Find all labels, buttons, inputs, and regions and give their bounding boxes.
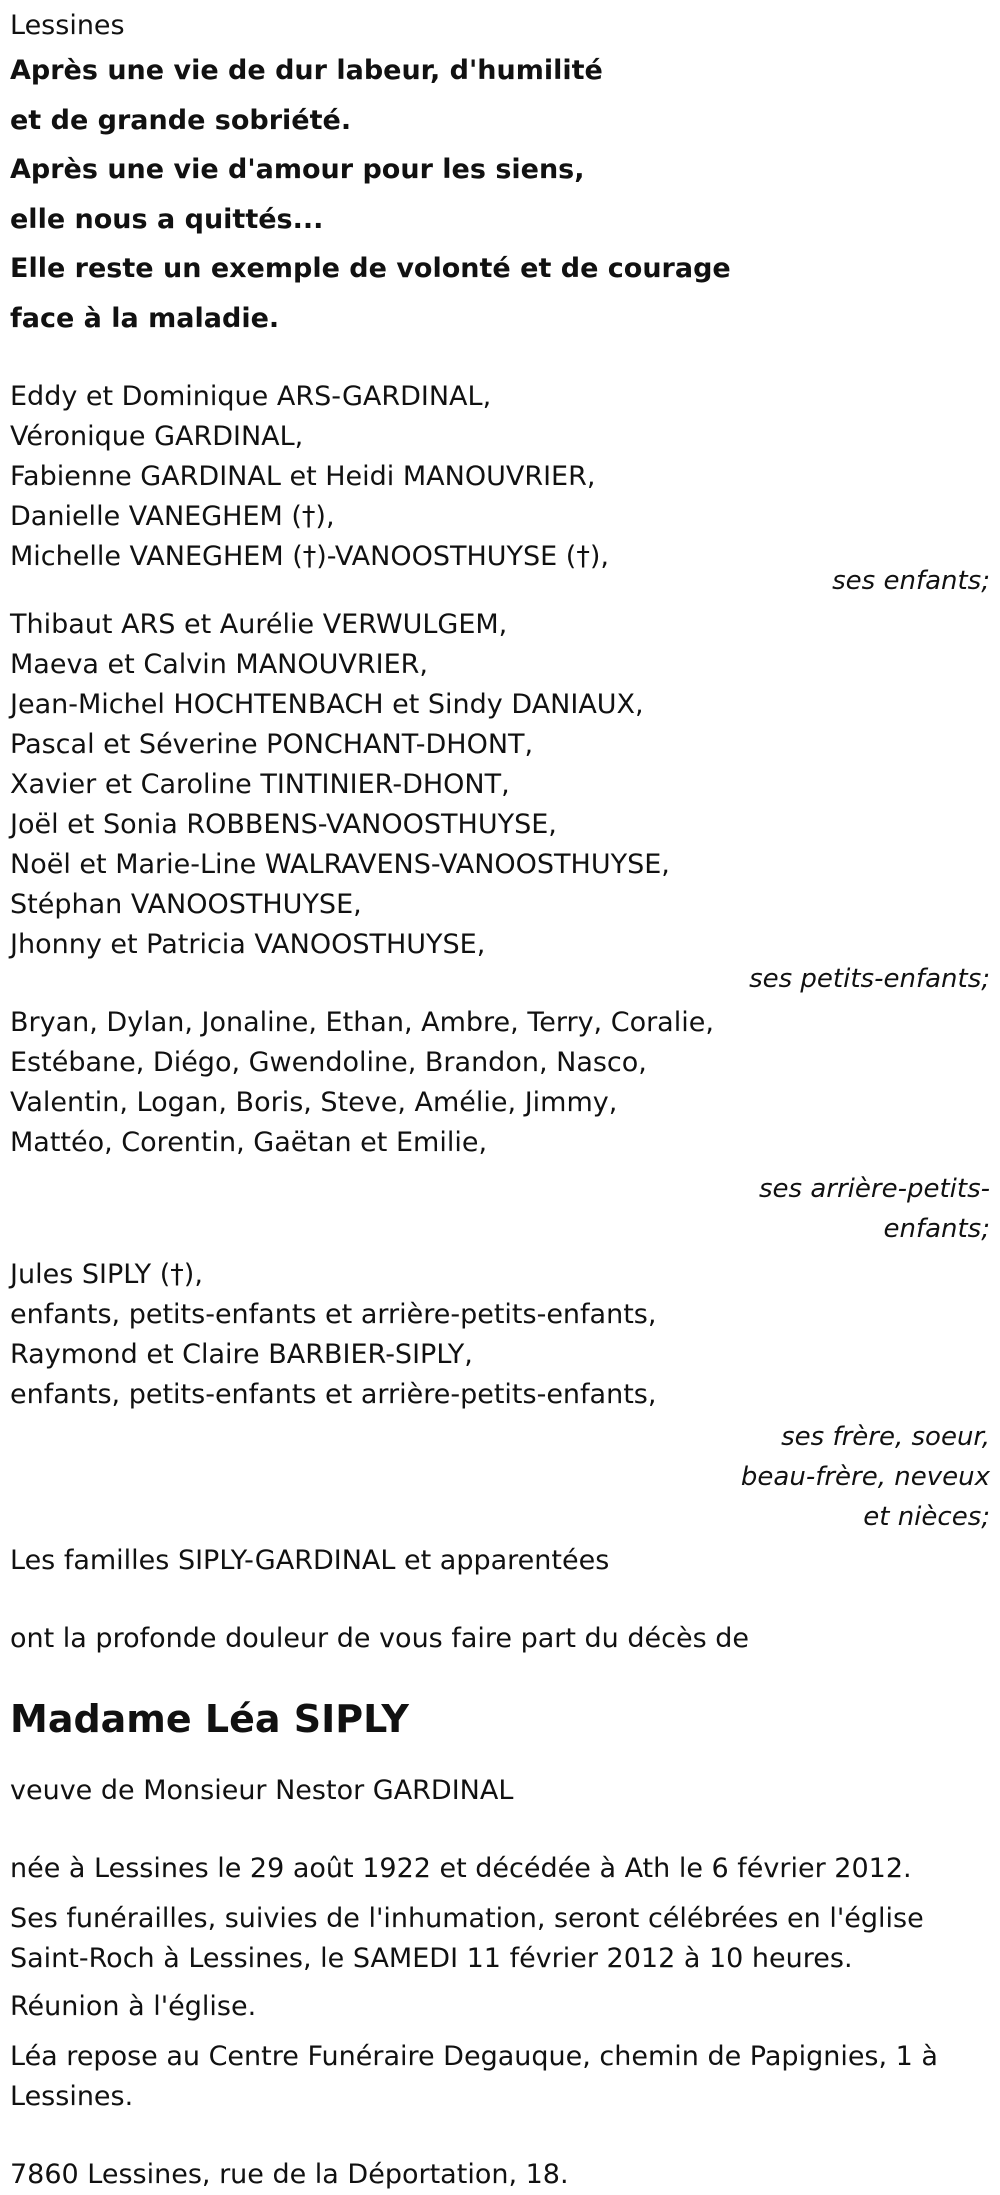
grandchild-name: Pascal et Séverine PONCHANT-DHONT, bbox=[10, 729, 534, 760]
grandchild-name: Jhonny et Patricia VANOOSTHUYSE, bbox=[10, 929, 486, 960]
grandchildren-block bbox=[10, 605, 990, 999]
child-name: Eddy et Dominique ARS-GARDINAL, bbox=[10, 381, 492, 412]
grandchild-name: Jean-Michel HOCHTENBACH et Sindy DANIAUX, bbox=[10, 689, 644, 720]
great-grandchild-names: Bryan, Dylan, Jonaline, Ethan, Ambre, Terry, Coralie, bbox=[10, 1007, 714, 1038]
relation-label: ses arrière-petits- bbox=[759, 1174, 990, 1204]
families-line: Les familles SIPLY-GARDINAL et apparentées bbox=[10, 1545, 610, 1576]
epitaph-line: et de grande sobriété. bbox=[10, 104, 352, 136]
child-name: Danielle VANEGHEM (†), bbox=[10, 501, 335, 532]
great-grandchildren-block bbox=[10, 1003, 990, 1249]
child-name: Michelle VANEGHEM (†)-VANOOSTHUYSE (†), bbox=[10, 541, 609, 572]
grandchild-name: Noël et Marie-Line WALRAVENS-VANOOSTHUYSE, bbox=[10, 849, 670, 880]
city-header: Lessines bbox=[10, 10, 125, 41]
grandchild-name: Joël et Sonia ROBBENS-VANOOSTHUYSE, bbox=[10, 809, 557, 840]
birth-death-line: née à Lessines le 29 août 1922 et décédée à Ath le 6 février 2012. bbox=[10, 1853, 912, 1884]
repose-paragraph: Léa repose au Centre Funéraire Degauque, chemin de Papignies, 1 à Lessines. bbox=[10, 2041, 938, 2112]
relation-label: ses frère, soeur, bbox=[781, 1422, 990, 1452]
great-grandchild-names: Estébane, Diégo, Gwendoline, Brandon, Nasco, bbox=[10, 1047, 647, 1078]
grandchild-name: Thibaut ARS et Aurélie VERWULGEM, bbox=[10, 609, 508, 640]
sibling-line: enfants, petits-enfants et arrière-petits-enfants, bbox=[10, 1299, 657, 1330]
sibling-line: Jules SIPLY (†), bbox=[10, 1259, 203, 1290]
epitaph-line: face à la maladie. bbox=[10, 302, 280, 334]
children-block bbox=[10, 377, 990, 601]
epitaph-line: Après une vie de dur labeur, d'humilité bbox=[10, 55, 603, 86]
epitaph-line: Après une vie d'amour pour les siens, bbox=[10, 154, 585, 185]
epitaph bbox=[10, 46, 990, 343]
relation-label: ses enfants; bbox=[832, 566, 990, 596]
great-grandchild-names: Mattéo, Corentin, Gaëtan et Emilie, bbox=[10, 1127, 488, 1158]
relation-label: beau-frère, neveux bbox=[740, 1462, 990, 1492]
relation-label: ses petits-enfants; bbox=[749, 964, 990, 994]
grandchild-name: Maeva et Calvin MANOUVRIER, bbox=[10, 649, 428, 680]
funeral-paragraph: Ses funérailles, suivies de l'inhumation, seront célébrées en l'église Saint-Roch à Lessines, le SAMEDI 11 février 2012 à 10 heures. bbox=[10, 1903, 924, 1974]
great-grandchild-names: Valentin, Logan, Boris, Steve, Amélie, Jimmy, bbox=[10, 1087, 618, 1118]
child-name: Véronique GARDINAL, bbox=[10, 421, 304, 452]
epitaph-line: elle nous a quittés... bbox=[10, 203, 324, 235]
sibling-line: Raymond et Claire BARBIER-SIPLY, bbox=[10, 1339, 473, 1370]
address-line: 7860 Lessines, rue de la Déportation, 18. bbox=[10, 2159, 569, 2190]
obituary-document bbox=[10, 0, 990, 2195]
grandchild-name: Xavier et Caroline TINTINIER-DHONT, bbox=[10, 769, 510, 800]
announcement-line: ont la profonde douleur de vous faire part du décès de bbox=[10, 1623, 749, 1654]
epitaph-line: Elle reste un exemple de volonté et de courage bbox=[10, 253, 731, 284]
deceased-name: Madame Léa SIPLY bbox=[10, 1697, 409, 1741]
siblings-block bbox=[10, 1255, 990, 1537]
meeting-line: Réunion à l'église. bbox=[10, 1991, 257, 2022]
relation-label: et nièces; bbox=[863, 1502, 990, 1532]
grandchild-name: Stéphan VANOOSTHUYSE, bbox=[10, 889, 362, 920]
relation-label: enfants; bbox=[883, 1214, 990, 1244]
child-name: Fabienne GARDINAL et Heidi MANOUVRIER, bbox=[10, 461, 596, 492]
sibling-line: enfants, petits-enfants et arrière-petits-enfants, bbox=[10, 1379, 657, 1410]
widow-of-line: veuve de Monsieur Nestor GARDINAL bbox=[10, 1775, 514, 1806]
